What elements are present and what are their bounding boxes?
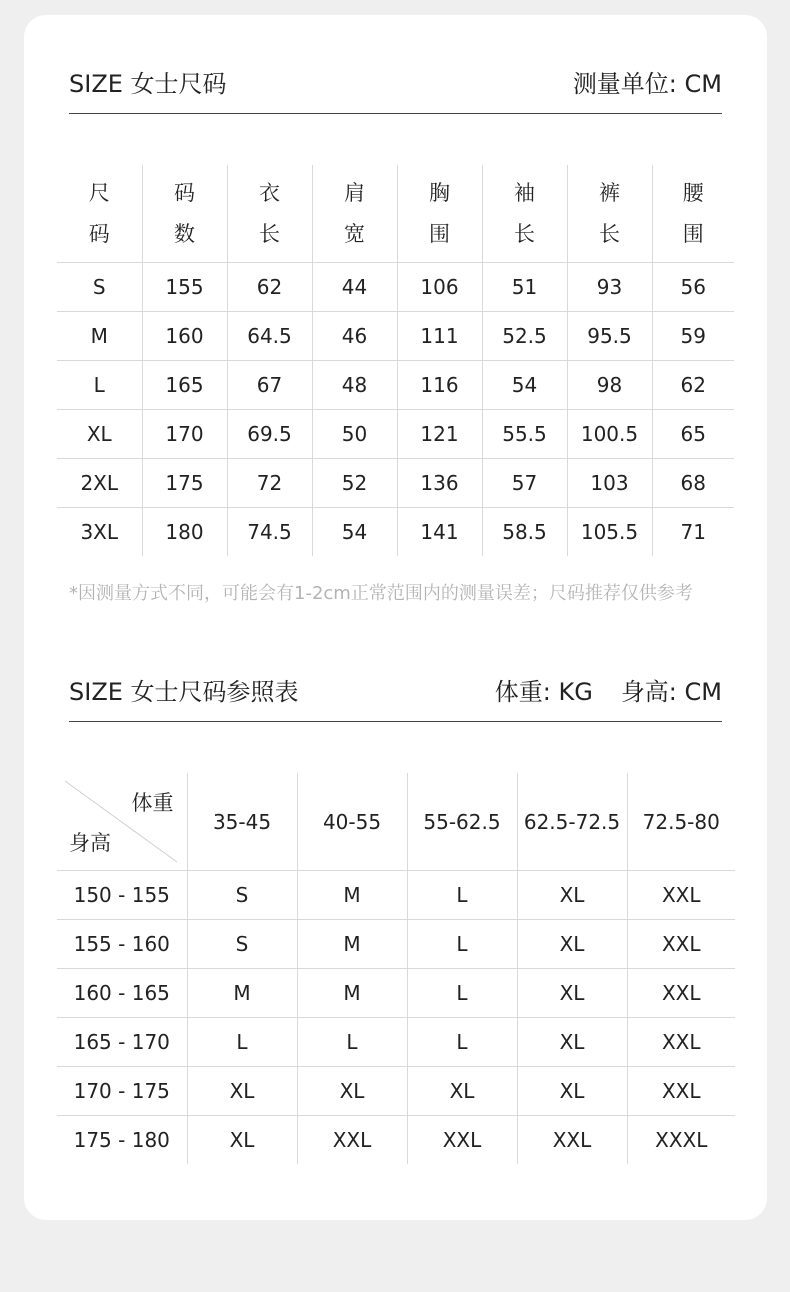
size-cell: L	[407, 920, 517, 969]
size-cell: XL	[407, 1067, 517, 1116]
column-header	[142, 165, 227, 263]
size-cell: XL	[517, 871, 627, 920]
table-cell: 136	[397, 459, 482, 508]
column-header-char: 数	[174, 221, 195, 246]
table-cell: M	[57, 312, 142, 361]
size-cell: XXL	[517, 1116, 627, 1165]
column-header	[312, 165, 397, 263]
table-row	[57, 1116, 735, 1165]
size-cell: XL	[297, 1067, 407, 1116]
table-cell: 64.5	[227, 312, 312, 361]
table-row	[57, 920, 735, 969]
table-cell: 50	[312, 410, 397, 459]
table-cell: 54	[482, 361, 567, 410]
table-cell: 62	[652, 361, 734, 410]
weight-range-header: 55-62.5	[407, 773, 517, 871]
table-row	[57, 361, 734, 410]
size-cell: M	[297, 969, 407, 1018]
table-cell: 71	[652, 508, 734, 557]
size-cell: L	[297, 1018, 407, 1067]
table-cell: 160	[142, 312, 227, 361]
weight-range-header: 62.5-72.5	[517, 773, 627, 871]
column-header-char: 胸	[429, 180, 450, 205]
table-row	[57, 410, 734, 459]
table-cell: 59	[652, 312, 734, 361]
size-cell: XXL	[627, 871, 735, 920]
corner-cell	[57, 773, 187, 871]
column-header	[482, 165, 567, 263]
size-cell: XL	[517, 920, 627, 969]
height-range-cell: 150 - 155	[57, 871, 187, 920]
size-cell: XL	[517, 969, 627, 1018]
table-cell: 51	[482, 263, 567, 312]
table-cell: 100.5	[567, 410, 652, 459]
weight-range-header: 40-55	[297, 773, 407, 871]
column-header-char: 腰	[682, 180, 704, 205]
size-chart-header-row	[57, 165, 734, 263]
table-cell: 56	[652, 263, 734, 312]
reference-header-row	[57, 773, 735, 871]
size-cell: XXL	[627, 920, 735, 969]
table-cell: 93	[567, 263, 652, 312]
column-header-char: 长	[514, 221, 535, 246]
table-cell: XL	[57, 410, 142, 459]
size-cell: XXL	[407, 1116, 517, 1165]
size-chart-table	[57, 165, 734, 556]
size-cell: L	[407, 969, 517, 1018]
size-card	[24, 15, 767, 1220]
column-header-char: 袖	[514, 180, 535, 205]
table-cell: L	[57, 361, 142, 410]
column-header	[397, 165, 482, 263]
table-cell: 54	[312, 508, 397, 557]
weight-range-header: 35-45	[187, 773, 297, 871]
size-cell: L	[187, 1018, 297, 1067]
table-cell: 72	[227, 459, 312, 508]
table-cell: 65	[652, 410, 734, 459]
table-row	[57, 459, 734, 508]
table-cell: 175	[142, 459, 227, 508]
table-cell: 95.5	[567, 312, 652, 361]
height-range-cell: 165 - 170	[57, 1018, 187, 1067]
table-cell: 116	[397, 361, 482, 410]
size-cell: XXL	[627, 1067, 735, 1116]
table-cell: 46	[312, 312, 397, 361]
reference-chart-table	[57, 773, 735, 1164]
size-chart-unit: 测量单位: CM	[572, 70, 722, 98]
size-cell: XL	[517, 1018, 627, 1067]
table-cell: 48	[312, 361, 397, 410]
table-row	[57, 508, 734, 557]
weight-range-header: 72.5-80	[627, 773, 735, 871]
height-range-cell: 175 - 180	[57, 1116, 187, 1165]
column-header	[652, 165, 734, 263]
column-header	[227, 165, 312, 263]
size-cell: S	[187, 871, 297, 920]
table-row	[57, 263, 734, 312]
table-row	[57, 1018, 735, 1067]
table-cell: 62	[227, 263, 312, 312]
size-cell: XXL	[627, 969, 735, 1018]
table-row	[57, 1067, 735, 1116]
column-header-char: 围	[682, 221, 704, 246]
column-header-char: 围	[429, 221, 450, 246]
column-header-char: 衣	[259, 180, 280, 205]
column-header-char: 长	[259, 221, 280, 246]
height-range-cell: 170 - 175	[57, 1067, 187, 1116]
size-cell: M	[297, 920, 407, 969]
size-cell: M	[187, 969, 297, 1018]
height-unit-label: 身高: CM	[620, 678, 722, 706]
height-range-cell: 155 - 160	[57, 920, 187, 969]
reference-chart-header	[69, 675, 722, 722]
height-range-cell: 160 - 165	[57, 969, 187, 1018]
size-cell: XXXL	[627, 1116, 735, 1165]
table-row	[57, 969, 735, 1018]
reference-chart-title: SIZE 女士尺码参照表	[69, 678, 299, 706]
size-cell: L	[407, 1018, 517, 1067]
size-cell: M	[297, 871, 407, 920]
table-cell: 44	[312, 263, 397, 312]
table-cell: 141	[397, 508, 482, 557]
size-cell: S	[187, 920, 297, 969]
table-cell: 52	[312, 459, 397, 508]
column-header	[567, 165, 652, 263]
size-cell: XL	[517, 1067, 627, 1116]
size-chart-title: SIZE 女士尺码	[69, 70, 227, 98]
table-cell: 3XL	[57, 508, 142, 557]
table-cell: 155	[142, 263, 227, 312]
size-chart-header	[69, 67, 722, 114]
corner-height-label: 身高	[69, 831, 111, 855]
table-cell: 57	[482, 459, 567, 508]
column-header-char: 码	[174, 180, 195, 205]
table-cell: 121	[397, 410, 482, 459]
table-cell: 2XL	[57, 459, 142, 508]
column-header-char: 裤	[599, 180, 620, 205]
table-cell: 180	[142, 508, 227, 557]
column-header-char: 长	[599, 221, 620, 246]
table-cell: 111	[397, 312, 482, 361]
size-cell: XL	[187, 1067, 297, 1116]
column-header-char: 肩	[344, 180, 365, 205]
size-cell: L	[407, 871, 517, 920]
table-cell: 103	[567, 459, 652, 508]
size-cell: XXL	[627, 1018, 735, 1067]
table-cell: 170	[142, 410, 227, 459]
table-cell: 55.5	[482, 410, 567, 459]
size-cell: XL	[187, 1116, 297, 1165]
corner-weight-label: 体重	[131, 791, 174, 815]
table-cell: 106	[397, 263, 482, 312]
table-cell: 105.5	[567, 508, 652, 557]
table-row	[57, 312, 734, 361]
column-header-char: 码	[88, 221, 110, 246]
table-cell: 74.5	[227, 508, 312, 557]
table-cell: 67	[227, 361, 312, 410]
table-cell: 58.5	[482, 508, 567, 557]
table-cell: S	[57, 263, 142, 312]
table-cell: 52.5	[482, 312, 567, 361]
measurement-note: *因测量方式不同，可能会有1-2cm正常范围内的测量误差；尺码推荐仅供参考	[69, 583, 693, 604]
table-cell: 98	[567, 361, 652, 410]
size-cell: XXL	[297, 1116, 407, 1165]
table-cell: 165	[142, 361, 227, 410]
table-row	[57, 871, 735, 920]
table-cell: 69.5	[227, 410, 312, 459]
table-cell: 68	[652, 459, 734, 508]
weight-unit-label: 体重: KG	[494, 678, 593, 706]
column-header-char: 宽	[344, 221, 365, 246]
column-header-char: 尺	[88, 180, 110, 205]
column-header	[57, 165, 142, 263]
